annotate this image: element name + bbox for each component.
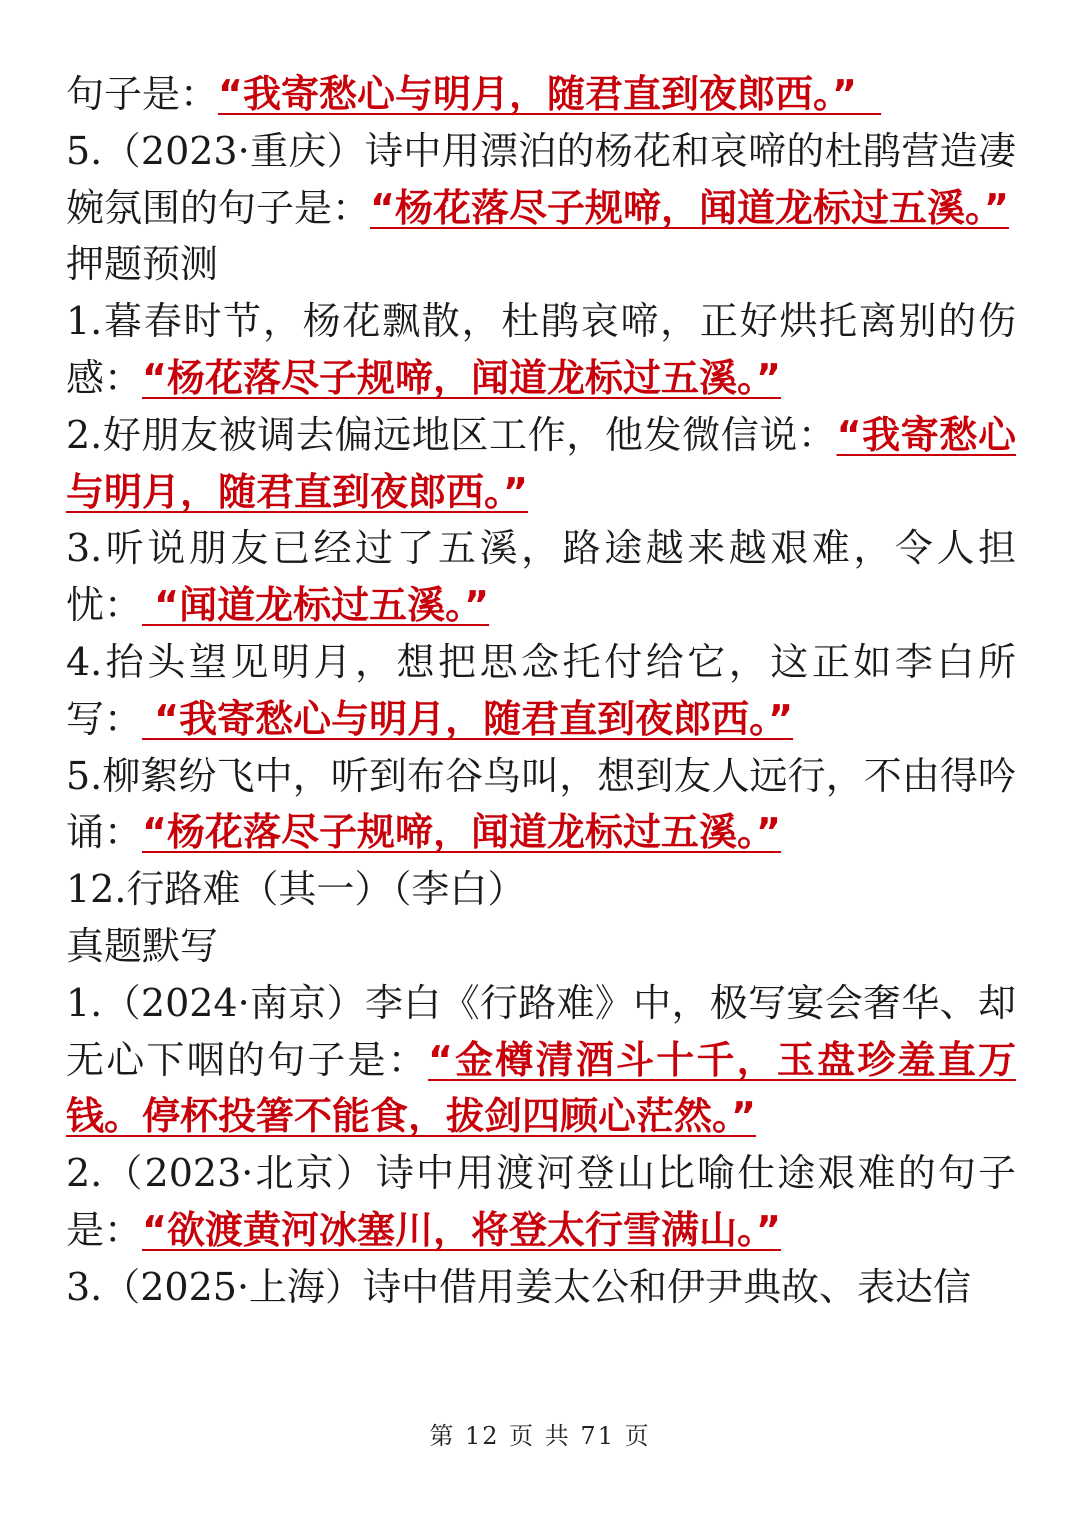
answer-2: “杨花落尽子规啼，闻道龙标过五溪。”: [370, 185, 1009, 230]
text-line-2: 5.（2023·重庆）诗中用漂泊的杨花和哀啼的杜鹃营造凄婉氛围的句子是：“杨花落尽子规啼，闻道龙标过五溪。”: [66, 128, 1016, 230]
answer-5: “我寄愁心与明月，随君直到夜郎西。”: [66, 412, 1016, 514]
text-line-8: 5.柳絮纷飞中，听到布谷鸟叫，想到友人远行，不由得吟诵：“杨花落尽子规啼，闻道龙标过五溪。”: [66, 753, 1016, 855]
answer-12: “欲渡黄河冰塞川，将登太行雪满山。”: [142, 1207, 781, 1252]
section-heading-poem: 12.行路难（其一）（李白）: [66, 867, 526, 912]
document-body: [66, 66, 1016, 1316]
text-line-4: 1.暮春时节，杨花飘散，杜鹃哀啼，正好烘托离别的伤感：“杨花落尽子规啼，闻道龙标过五溪。”: [66, 299, 1016, 400]
answer-1: “我寄愁心与明月，随君直到夜郎西。”: [218, 72, 857, 116]
text-line-7: 4.抬头望见明月，想把思念托付给它，这正如李白所写： “我寄愁心与明月，随君直到夜郎西。”: [66, 639, 1016, 741]
page-footer: 第 12 页 共 71 页: [429, 1422, 651, 1450]
section-heading-predict: 押题预测: [66, 242, 219, 287]
answer-7: “我寄愁心与明月，随君直到夜郎西。”: [154, 696, 794, 741]
section-heading-exam: 真题默写: [66, 923, 219, 968]
answer-8: “杨花落尽子规啼，闻道龙标过五溪。”: [142, 810, 781, 855]
text-line-11: 1.（2024·南京）李白《行路难》中，极写宴会奢华、却无心下咽的句子是：“金樽清酒斗十千，玉盘珍羞直万钱。停杯投箸不能食，拔剑四顾心茫然。”: [66, 980, 1016, 1139]
text-line-5: 2.好朋友被调去偏远地区工作，他发微信说：“我寄愁心与明月，随君直到夜郎西。”: [66, 412, 1016, 514]
answer-6: “闻道龙标过五溪。”: [154, 583, 490, 628]
text-line-1: 句子是：“我寄愁心与明月，随君直到夜郎西。”: [66, 72, 857, 116]
text-line-12: 2.（2023·北京）诗中用渡河登山比喻仕途艰难的句子是：“欲渡黄河冰塞川，将登太行雪满山。”: [66, 1151, 1016, 1252]
answer-4: “杨花落尽子规啼，闻道龙标过五溪。”: [142, 355, 781, 400]
answer-11: “金樽清酒斗十千，玉盘珍羞直万钱。停杯投箸不能食，拔剑四顾心茫然。”: [66, 1037, 1016, 1139]
text-line-6: 3.听说朋友已经过了五溪，路途越来越艰难，令人担忧： “闻道龙标过五溪。”: [66, 526, 1016, 628]
text-line-13: 3.（2025·上海）诗中借用姜太公和伊尹典故、表达信: [66, 1264, 972, 1309]
